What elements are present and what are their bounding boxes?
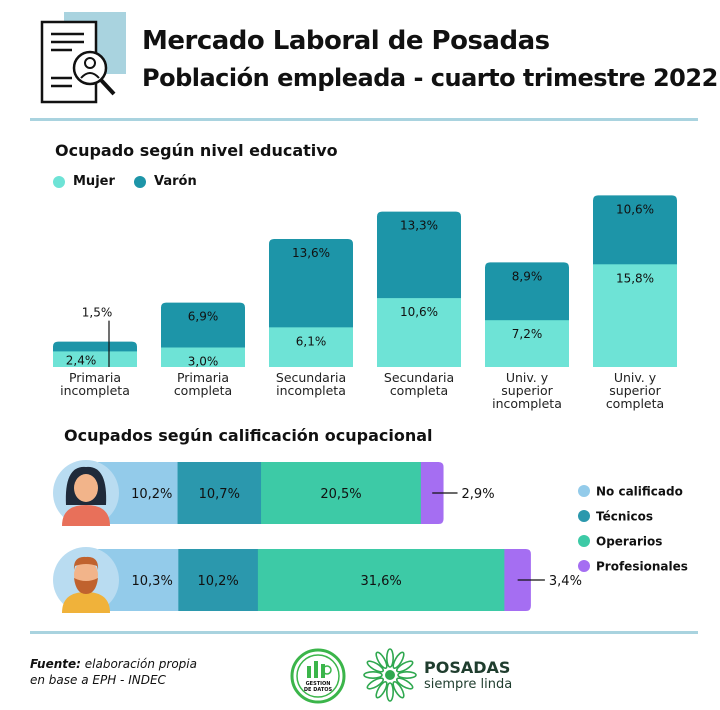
woman-avatar-icon (53, 460, 119, 526)
source-note (30, 656, 197, 688)
chart2-title: Ocupados según calificación ocupacional (64, 426, 433, 445)
hbar-row-varn (53, 547, 582, 613)
category-label: incompleta (276, 383, 346, 398)
chart-qualification (0, 450, 720, 630)
posadas-flower-icon (360, 646, 420, 704)
posadas-logo (360, 646, 520, 704)
legend-label: Operarios (596, 534, 663, 549)
legend-mujer-label: Mujer (73, 174, 115, 189)
bar-group-5 (593, 195, 677, 411)
data-label-mujer: 6,1% (295, 334, 327, 349)
data-label-varon: 8,9% (511, 269, 543, 284)
divider-bottom (30, 631, 698, 634)
category-label: Univ. y (505, 370, 549, 385)
category-label: Primaria (176, 370, 230, 385)
legend-swatch (578, 560, 590, 572)
data-label-mujer: 2,4% (65, 353, 97, 368)
data-label-mujer: 7,2% (511, 327, 543, 342)
category-label: Secundaria (275, 370, 347, 385)
page-title: Mercado Laboral de Posadas (142, 26, 550, 56)
data-label-varon: 1,5% (81, 305, 113, 320)
data-label: 10,2% (131, 487, 173, 502)
bar-group-3 (377, 212, 461, 398)
page-subtitle: Población empleada - cuarto trimestre 2022 (142, 64, 718, 92)
data-label: 10,3% (131, 574, 173, 589)
gestion-datos-logo (290, 648, 346, 704)
bar-group-4 (485, 262, 569, 411)
data-label: 2,9% (461, 487, 495, 502)
data-label-mujer: 10,6% (399, 305, 439, 320)
legend-label: No calificado (596, 484, 683, 499)
man-avatar-icon (53, 547, 119, 613)
category-label: incompleta (492, 396, 562, 411)
data-label-varon: 10,6% (615, 202, 655, 217)
data-label-mujer: 3,0% (187, 354, 219, 369)
legend-swatch (578, 535, 590, 547)
category-label: Univ. y (613, 370, 657, 385)
gestion-line1: GESTION (305, 681, 331, 687)
category-label: superior (609, 383, 661, 398)
data-label: 31,6% (360, 574, 402, 589)
posadas-tagline: siempre linda (424, 677, 513, 692)
legend-swatch (578, 485, 590, 497)
data-label-varon: 6,9% (187, 309, 219, 324)
data-label: 10,7% (198, 487, 240, 502)
data-label: 20,5% (320, 487, 362, 502)
data-label: 10,2% (197, 574, 239, 589)
bar-group-2 (269, 239, 353, 398)
bar-group-0 (53, 306, 137, 398)
hbar-row-mujer (53, 460, 495, 526)
legend-label: Técnicos (596, 509, 653, 524)
data-label-varon: 13,6% (291, 245, 331, 260)
source-text: elaboración propia (80, 657, 197, 671)
category-label: Secundaria (383, 370, 455, 385)
data-label-varon: 13,3% (399, 218, 439, 233)
category-label: superior (501, 383, 553, 398)
category-label: completa (389, 383, 449, 398)
legend-varon-label: Varón (154, 174, 197, 189)
legend-label: Profesionales (596, 559, 688, 574)
category-label: Primaria (68, 370, 122, 385)
legend-swatch (578, 510, 590, 522)
category-label: incompleta (60, 383, 130, 398)
data-label: 3,4% (548, 574, 582, 589)
posadas-name: POSADAS (424, 658, 511, 677)
category-label: completa (173, 383, 233, 398)
data-label-mujer: 15,8% (615, 271, 655, 286)
legend-qualification (578, 485, 688, 574)
category-label: completa (605, 396, 665, 411)
source-text2: en base a EPH - INDEC (30, 673, 166, 687)
source-label: Fuente: (30, 657, 81, 671)
bar-group-1 (161, 303, 245, 398)
chart1-title: Ocupado según nivel educativo (55, 141, 338, 160)
gestion-line2: DE DATOS (303, 687, 333, 693)
gestion-datos-icon (290, 648, 346, 704)
